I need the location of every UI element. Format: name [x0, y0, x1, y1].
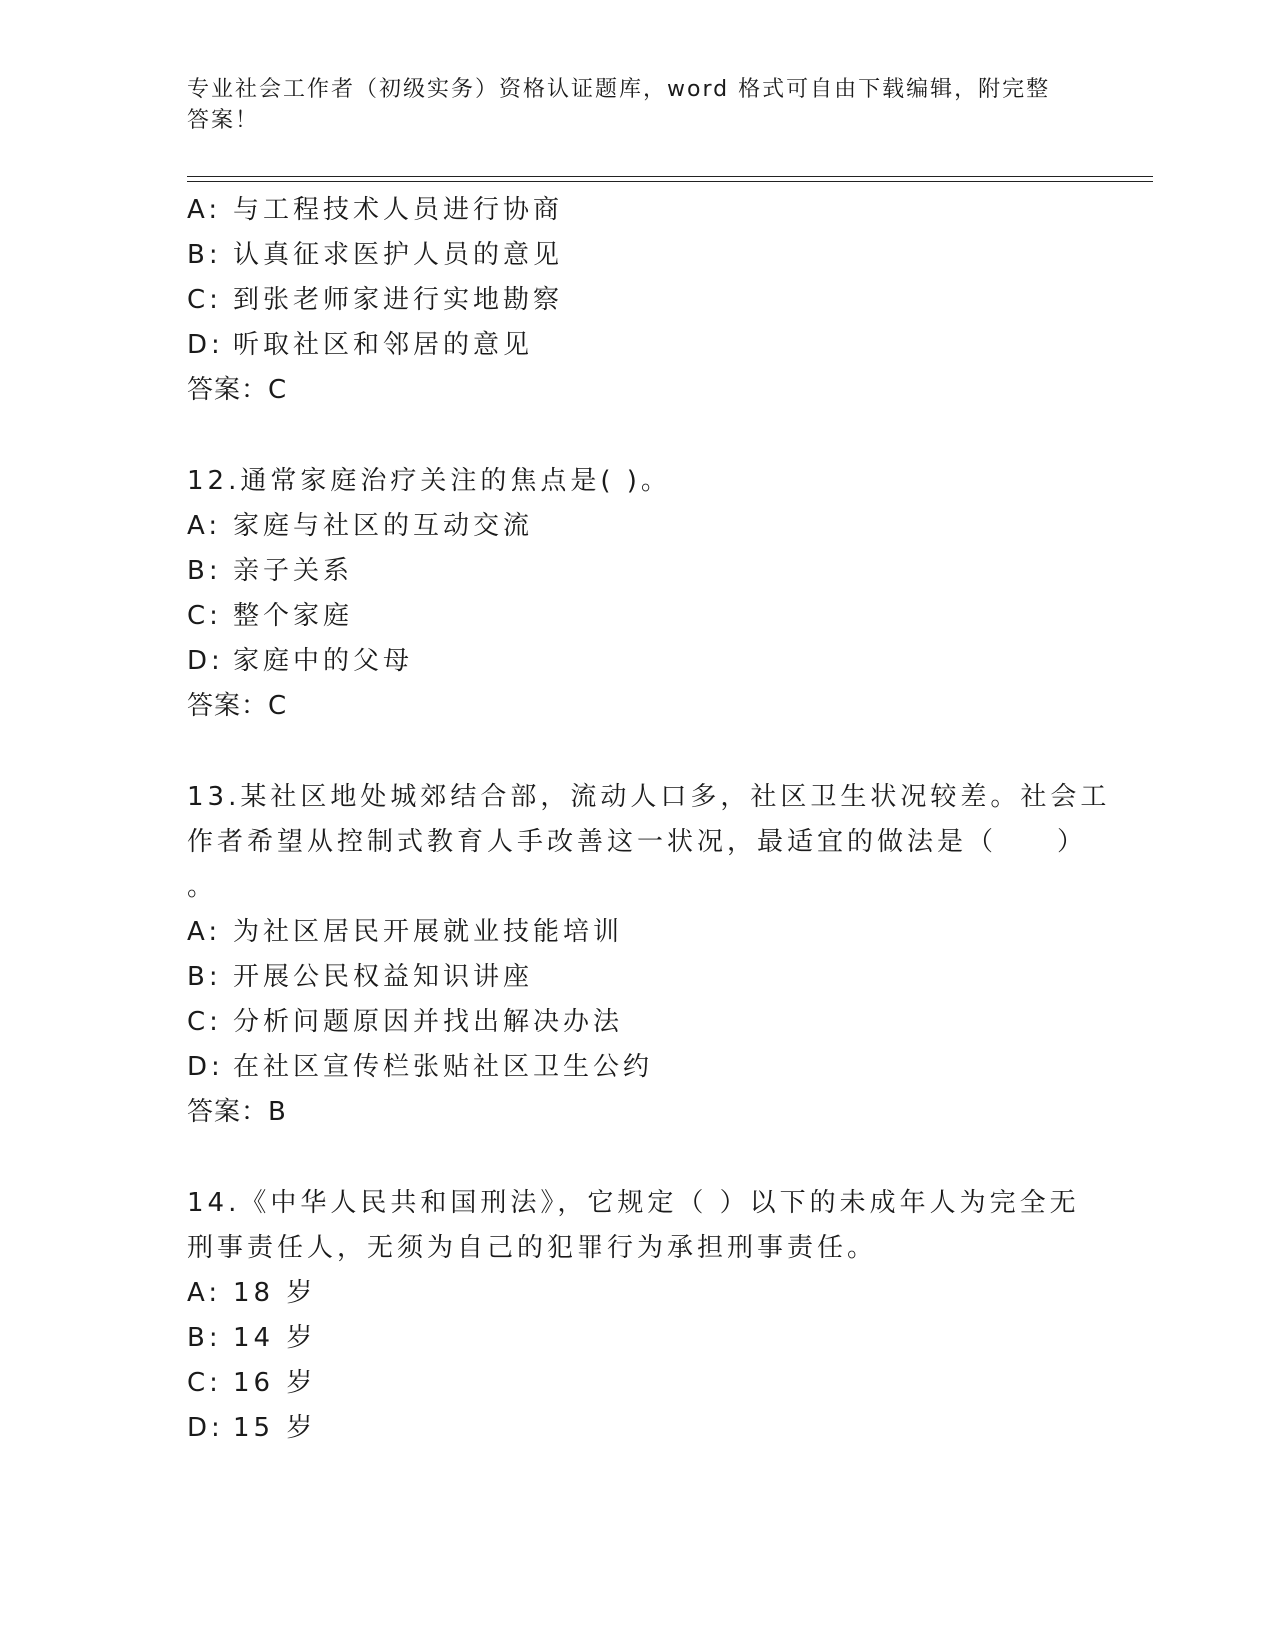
option-text: 与工程技术人员进行协商	[233, 195, 564, 225]
option-d	[187, 323, 1087, 368]
option-text: 认真征求医护人员的意见	[233, 240, 564, 270]
header-line-1: 专业社会工作者（初级实务）资格认证题库，word 格式可自由下载编辑，附完整	[187, 77, 1051, 102]
option-label: C:	[187, 601, 222, 631]
question-list	[187, 188, 1111, 1451]
question-text: 12.通常家庭治疗关注的焦点是( )。	[187, 466, 671, 496]
option-text: 家庭与社区的互动交流	[233, 511, 534, 541]
spacer	[187, 729, 1087, 775]
option-a	[187, 504, 1087, 549]
option-label: C:	[187, 1007, 222, 1037]
header-line-2: 答案！	[187, 108, 260, 133]
header-divider-top	[187, 176, 1153, 177]
option-c	[187, 278, 1087, 323]
option-text: 整个家庭	[233, 601, 354, 631]
option-label: B:	[187, 240, 222, 270]
option-label: B:	[187, 556, 222, 586]
document-header	[187, 74, 1067, 136]
option-label: D:	[187, 646, 224, 676]
question-13	[187, 775, 1111, 1135]
option-label: C:	[187, 285, 222, 315]
option-label: B:	[187, 1323, 222, 1353]
question-12	[187, 459, 1087, 729]
option-label: D:	[187, 1052, 224, 1082]
option-label: A:	[187, 195, 222, 225]
option-label: B:	[187, 962, 222, 992]
option-b	[187, 549, 1087, 594]
option-d	[187, 1406, 1087, 1451]
option-text: 开展公民权益知识讲座	[233, 962, 534, 992]
option-label: C:	[187, 1368, 222, 1398]
option-text: 为社区居民开展就业技能培训	[233, 917, 624, 947]
option-label: A:	[187, 917, 222, 947]
option-b	[187, 233, 1087, 278]
option-text: 听取社区和邻居的意见	[233, 330, 534, 360]
option-a	[187, 1271, 1087, 1316]
option-c	[187, 1361, 1087, 1406]
option-text: 亲子关系	[233, 556, 354, 586]
option-text: 分析问题原因并找出解决办法	[233, 1007, 624, 1037]
question-11	[187, 188, 1087, 413]
option-label: A:	[187, 1278, 222, 1308]
option-text: 18 岁	[233, 1278, 317, 1308]
question-text-line-1: 14.《中华人民共和国刑法》，它规定（ ）以下的未成年人为完全无	[187, 1188, 1080, 1218]
option-label: A:	[187, 511, 222, 541]
question-text-line-3: 。	[187, 872, 218, 902]
option-text: 14 岁	[233, 1323, 317, 1353]
question-text-line-2: 刑事责任人，无须为自己的犯罪行为承担刑事责任。	[187, 1233, 878, 1263]
option-text: 15 岁	[233, 1413, 317, 1443]
option-label: D:	[187, 1413, 224, 1443]
answer-line: 答案：B	[187, 1097, 287, 1127]
option-c	[187, 1000, 1087, 1045]
option-a	[187, 910, 1087, 955]
question-text-line-2: 作者希望从控制式教育人手改善这一状况，最适宜的做法是（ ）	[187, 827, 1088, 857]
answer-line: 答案：C	[187, 691, 288, 721]
question-14	[187, 1181, 1087, 1451]
spacer	[187, 413, 1087, 459]
option-label: D:	[187, 330, 224, 360]
option-text: 家庭中的父母	[233, 646, 414, 676]
answer-line: 答案：C	[187, 375, 288, 405]
option-text: 到张老师家进行实地勘察	[233, 285, 564, 315]
option-d	[187, 639, 1087, 684]
option-b	[187, 1316, 1087, 1361]
option-text: 16 岁	[233, 1368, 317, 1398]
spacer	[187, 1135, 1087, 1181]
option-a	[187, 188, 1087, 233]
option-text: 在社区宣传栏张贴社区卫生公约	[233, 1052, 654, 1082]
option-b	[187, 955, 1087, 1000]
header-divider-bottom	[187, 181, 1153, 182]
option-c	[187, 594, 1087, 639]
option-d	[187, 1045, 1087, 1090]
question-text-line-1: 13.某社区地处城郊结合部，流动人口多，社区卫生状况较差。社会工	[187, 782, 1111, 812]
